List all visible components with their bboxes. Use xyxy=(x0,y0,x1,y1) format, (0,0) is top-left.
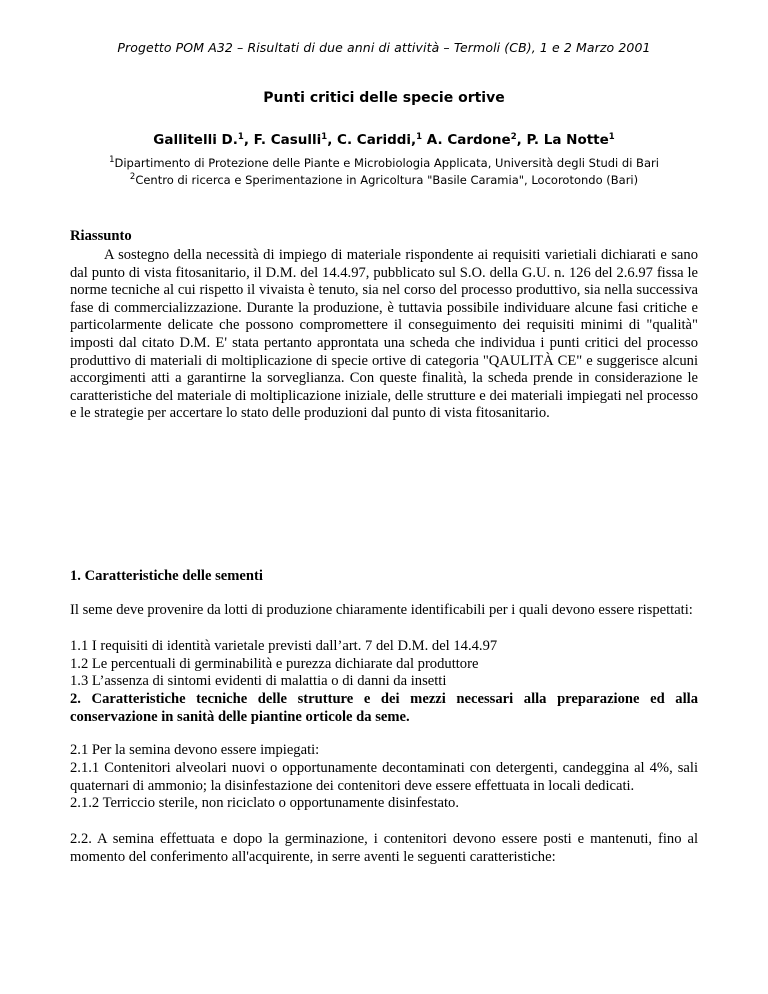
author-separator: , xyxy=(243,132,254,148)
author-name: F. Casulli xyxy=(253,132,322,148)
author-name: Gallitelli D. xyxy=(153,132,238,148)
affiliation-mark: 1 xyxy=(608,132,615,142)
affiliation-mark: 1 xyxy=(416,132,423,142)
running-header: Progetto POM A32 – Risultati di due anni di attività – Termoli (CB), 1 e 2 Marzo 2001 xyxy=(117,40,651,55)
affiliation-2 xyxy=(0,173,768,187)
section-1-list xyxy=(70,638,698,691)
author-name: A. Cardone xyxy=(426,132,511,148)
affiliation-mark: 1 xyxy=(321,132,328,142)
affiliation-mark: 2 xyxy=(510,132,517,142)
abstract-heading: Riassunto xyxy=(70,228,132,244)
affiliation-mark: 1 xyxy=(237,132,244,142)
paper-title: Punti critici delle specie ortive xyxy=(263,90,505,106)
section-1-heading: 1. Caratteristiche delle sementi xyxy=(70,568,263,584)
section-2-list xyxy=(70,760,698,813)
author-separator: , xyxy=(516,132,527,148)
affiliation-1 xyxy=(0,156,768,170)
section-2-intro: 2.1 Per la semina devono essere impiegati: xyxy=(70,742,320,758)
author-name: P. La Notte xyxy=(526,132,609,148)
list-item: 2.1.1 Contenitori alveolari nuovi o opportunamente decontaminati con detergenti, candeggina al 4%, sali quaternari di ammonio; la disinfestazione dei contenitori deve essere effettuata in locali dedicati. xyxy=(70,760,698,794)
affiliation-text: Dipartimento di Protezione delle Piante e Microbiologia Applicata, Università degli Studi di Bari xyxy=(114,156,659,170)
section-1-intro: Il seme deve provenire da lotti di produzione chiaramente identificabili per i quali devono essere rispettati: xyxy=(70,602,693,618)
author-name: C. Cariddi, xyxy=(337,132,417,148)
affiliation-mark: 1 xyxy=(109,155,115,165)
section-2-2-paragraph: 2.2. A semina effettuata e dopo la germinazione, i contenitori devono essere posti e mantenuti, fino al momento del conferimento all'acquirente, in serre aventi le seguenti caratteristiche: xyxy=(70,831,698,865)
section-2-heading: 2. Caratteristiche tecniche delle strutture e dei mezzi necessari alla preparazione ed alla conservazione in sanità delle piantine orticole da seme. xyxy=(70,691,698,725)
author-list xyxy=(0,132,768,148)
list-item: 2.1.2 Terriccio sterile, non riciclato o opportunamente disinfestato. xyxy=(70,795,459,812)
list-item: 1.1 I requisiti di identità varietale previsti dall’art. 7 del D.M. del 14.4.97 xyxy=(70,638,498,654)
affiliation-text: Centro di ricerca e Sperimentazione in Agricoltura "Basile Caramia", Locorotondo (Bari) xyxy=(135,173,639,187)
affiliation-mark: 2 xyxy=(129,172,136,182)
list-item: 1.2 Le percentuali di germinabilità e purezza dichiarate dal produttore xyxy=(70,655,479,672)
list-item: 1.3 L’assenza di sintomi evidenti di malattia o di danni da insetti xyxy=(70,673,447,690)
abstract-body: A sostegno della necessità di impiego di materiale rispondente ai requisiti varietiali dichiarati e sano dal punto di vista fitosanitario, il D.M. del 14.4.97, pubblicato sul S.O. della G.U. n. 126 del 2.6.97 fissa le norme tecniche al cui rispetto il vivaista è tenuto, sia nel corso del processo produttivo, sia nella successiva fase di commercializzazione. Durante la produzione, è tuttavia possibile individuare alcune fasi critiche e particolarmente delicate che possono compromettere il conseguimento dei requisiti minimi di "qualità" imposti dal citato D.M. E' stata pertanto approntata una scheda che individua i punti critici del processo produttivo di materiali di moltiplicazione di specie ortive di categoria "QAULITÀ CE" e suggerisce alcuni accorgimenti atti a garantirne la sorveglianza. Con queste finalità, la scheda prende in considerazione le caratteristiche del materiale di moltiplicazione iniziale, delle strutture e dei materiali impiegati nel processo e le strategie per accertare lo stato delle produzioni dal punto di vista fitosanitario. xyxy=(70,247,698,422)
author-separator: , xyxy=(327,132,338,148)
